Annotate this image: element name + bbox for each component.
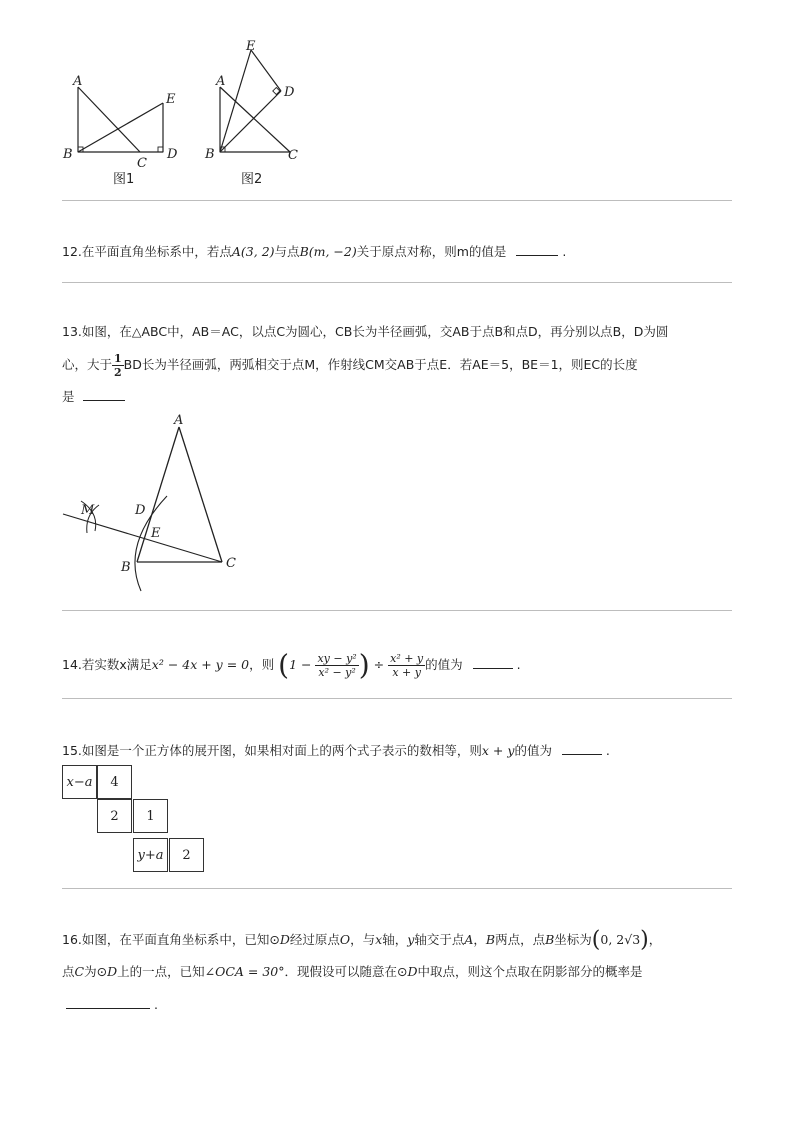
q12-end: . bbox=[562, 244, 567, 259]
q16-math: B bbox=[545, 932, 555, 947]
q12-point-a: A(3, 2) bbox=[231, 244, 275, 259]
q16-text: 16.如图，在平面直角坐标系中，已知⊙ bbox=[62, 932, 280, 947]
q13-label-d: D bbox=[135, 503, 146, 518]
divider bbox=[62, 282, 732, 283]
q16-math: D bbox=[279, 932, 290, 947]
q15-expr: x + y bbox=[481, 743, 515, 758]
q14-prefix: 14.若实数x满足 bbox=[62, 657, 152, 672]
figure-2 bbox=[204, 39, 298, 187]
net-text: 1 bbox=[146, 808, 155, 824]
q16-text: ， bbox=[473, 932, 486, 947]
q16-line-3 bbox=[62, 994, 158, 1015]
q13-frac-den: 2 bbox=[114, 366, 122, 379]
q13-label-m: M bbox=[81, 503, 95, 518]
fig1-label-e: E bbox=[166, 92, 176, 107]
fig1-label-b: B bbox=[63, 147, 73, 162]
q16-math: C bbox=[74, 964, 85, 979]
net-cell-1 bbox=[133, 799, 168, 833]
q16-text: ．现假设可以随意在⊙ bbox=[284, 964, 408, 979]
q14-f1-num: xy − y² bbox=[317, 652, 357, 665]
divider bbox=[62, 200, 732, 201]
q13-text-b: BD长为半径画弧，两弧相交于点M，作射线CM交AB于点E．若AE＝5，BE＝1，则EC的长度 bbox=[123, 357, 638, 372]
divider bbox=[62, 698, 732, 699]
q16-text: 为⊙ bbox=[84, 964, 108, 979]
q16-angle: ∠OCA = 30° bbox=[204, 964, 285, 979]
q16-text: 经过原点 bbox=[289, 932, 340, 947]
q13-figure bbox=[55, 405, 255, 600]
fig2-caption: 图2 bbox=[241, 172, 263, 187]
q16-math: D bbox=[407, 964, 418, 979]
q16-paren-open: ( bbox=[591, 927, 601, 953]
q16-end: . bbox=[153, 997, 158, 1012]
fig2-label-c: C bbox=[288, 148, 298, 163]
net-text: 2 bbox=[110, 808, 119, 824]
q12-answer-blank[interactable] bbox=[516, 241, 558, 256]
net-text: x−a bbox=[66, 774, 93, 790]
q13-label-b: B bbox=[121, 560, 131, 575]
q12-text: 在平面直角坐标系中，若点 bbox=[81, 244, 232, 259]
q14-one-minus: 1 − bbox=[289, 657, 312, 672]
q16-line-1 bbox=[62, 927, 662, 953]
q16-paren-close: ) bbox=[640, 927, 649, 953]
q16-math: y bbox=[407, 932, 415, 947]
divider bbox=[62, 888, 732, 889]
q14-divide: ÷ bbox=[373, 657, 385, 672]
q13-text-c: 是 bbox=[62, 389, 75, 404]
q12-point-b: B(m, −2) bbox=[299, 244, 357, 259]
q16-text: 坐标为 bbox=[554, 932, 592, 947]
q13-label-a: A bbox=[174, 413, 184, 428]
question-12 bbox=[62, 241, 566, 262]
q14-end: . bbox=[516, 657, 521, 672]
fig2-label-b: B bbox=[205, 147, 215, 162]
q13-label-e: E bbox=[151, 526, 161, 541]
fig2-label-a: A bbox=[216, 74, 226, 89]
q16-math: x bbox=[375, 932, 383, 947]
q14-equation: x² − 4x + y = 0 bbox=[151, 657, 250, 672]
q13-line-1: 13.如图，在△ABC中，AB＝AC，以点C为圆心，CB长为半径画弧，交AB于点B和点D，再分别以点B，D为圆 bbox=[62, 324, 669, 339]
q14-answer-blank[interactable] bbox=[473, 654, 513, 669]
q15-suffix: 的值为 bbox=[514, 743, 552, 758]
q13-label-c: C bbox=[226, 556, 236, 571]
net-text: 4 bbox=[110, 774, 119, 790]
q16-text: 上的一点，已知 bbox=[117, 964, 205, 979]
q16-line-2 bbox=[62, 962, 643, 982]
q14-f2-num: x² + y bbox=[390, 652, 424, 665]
q16-answer-blank[interactable] bbox=[66, 994, 150, 1009]
q12-text-b: 与点 bbox=[274, 244, 300, 259]
fig1-label-c: C bbox=[137, 156, 147, 171]
q14-then: ，则 bbox=[249, 657, 275, 672]
q15-answer-blank[interactable] bbox=[562, 740, 602, 755]
net-cell-y-plus-a bbox=[133, 838, 168, 872]
q16-text: 轴， bbox=[382, 932, 408, 947]
q16-text: ，与 bbox=[350, 932, 376, 947]
net-cell-x-minus-a bbox=[62, 765, 97, 799]
fig1-label-d: D bbox=[167, 147, 178, 162]
q14-paren-close: ) bbox=[358, 648, 370, 682]
fig2-label-d: D bbox=[284, 85, 295, 100]
q14-f1-den: x² − y² bbox=[318, 666, 356, 679]
q16-text: 两点，点 bbox=[495, 932, 546, 947]
q14-paren-open: ( bbox=[278, 648, 290, 682]
q16-math: A bbox=[464, 932, 474, 947]
net-cell-2a bbox=[97, 799, 132, 833]
q16-text: 中取点，则这个点取在阴影部分的概率是 bbox=[417, 964, 643, 979]
q13-frac-num: 1 bbox=[114, 352, 122, 365]
question-15 bbox=[62, 740, 610, 761]
q16-math: D bbox=[107, 964, 118, 979]
q13-text-a: 心，大于 bbox=[62, 357, 113, 372]
fig2-label-e: E bbox=[246, 39, 256, 54]
divider bbox=[62, 610, 732, 611]
q13-line-2 bbox=[62, 352, 638, 379]
q16-math: B bbox=[485, 932, 496, 947]
q16-math: O bbox=[339, 932, 351, 947]
q15-text: 15.如图是一个正方体的展开图，如果相对面上的两个式子表示的数相等，则 bbox=[62, 743, 482, 758]
q15-end: . bbox=[605, 743, 610, 758]
q14-fraction-2 bbox=[388, 652, 425, 679]
net-cell-2b bbox=[169, 838, 204, 872]
q13-answer-blank[interactable] bbox=[83, 386, 125, 401]
q16-coord: 0, 2√3 bbox=[600, 932, 641, 947]
question-14 bbox=[62, 648, 521, 682]
net-cell-4 bbox=[97, 765, 132, 799]
fig1-label-a: A bbox=[73, 74, 83, 89]
q14-f2-den: x + y bbox=[392, 666, 421, 679]
net-text: 2 bbox=[182, 847, 191, 863]
net-text: y+a bbox=[137, 847, 164, 863]
q12-text-c: 关于原点对称，则m的值是 bbox=[356, 244, 507, 259]
q14-suffix: 的值为 bbox=[425, 657, 463, 672]
q12-number: 12. bbox=[62, 244, 82, 259]
q16-text: 轴交于点 bbox=[414, 932, 465, 947]
figure-1 bbox=[62, 74, 178, 187]
q16-text: ， bbox=[648, 932, 662, 947]
q13-fraction bbox=[112, 352, 124, 379]
fig1-caption: 图1 bbox=[113, 172, 135, 187]
q13-line-3 bbox=[62, 386, 125, 407]
q16-text: 点 bbox=[62, 964, 75, 979]
q14-fraction-1 bbox=[315, 652, 358, 679]
top-figures bbox=[55, 35, 315, 195]
